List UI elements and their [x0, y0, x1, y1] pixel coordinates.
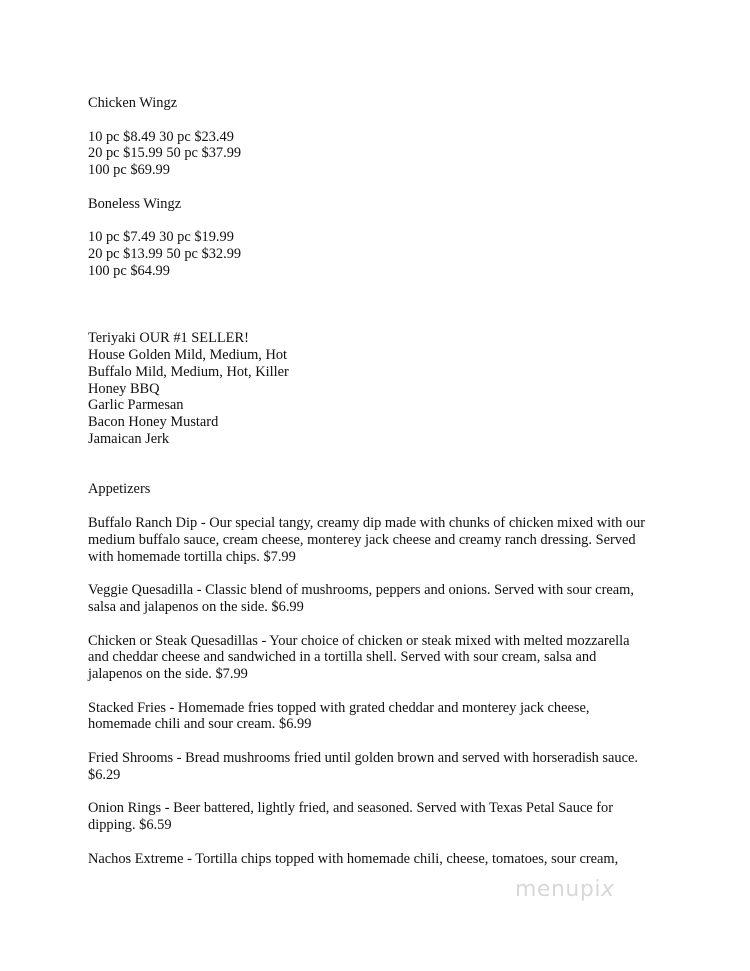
appetizer-item-nachos-extreme [88, 851, 688, 868]
menu-page [88, 95, 688, 868]
sauce-item: Garlic Parmesan [88, 397, 184, 414]
appetizer-line: Fried Shrooms - Bread mushrooms fried until golden brown and served with horseradish sauce. [88, 750, 638, 767]
watermark-x: x [600, 877, 615, 902]
boneless-wingz-price-line: 10 pc $7.49 30 pc $19.99 [88, 229, 234, 246]
boneless-wingz-price-line: 100 pc $64.99 [88, 262, 170, 279]
boneless-wingz-heading: Boneless Wingz [88, 195, 182, 212]
sauce-item: House Golden Mild, Medium, Hot [88, 346, 288, 363]
appetizer-line: Onion Rings - Beer battered, lightly fried, and seasoned. Served with Texas Petal Sauce for [88, 800, 614, 817]
sauce-item: Honey BBQ [88, 380, 160, 397]
appetizer-line: salsa and jalapenos on the side. $6.99 [88, 598, 304, 615]
chicken-wingz-heading: Chicken Wingz [88, 95, 178, 111]
appetizer-line: Stacked Fries - Homemade fries topped with grated cheddar and monterey jack cheese, [88, 699, 590, 716]
sauce-item: Teriyaki OUR #1 SELLER! [88, 330, 249, 347]
appetizer-item-onion-rings [88, 800, 688, 834]
menupix-watermark [515, 877, 614, 902]
chicken-wingz-price-line: 20 pc $15.99 50 pc $37.99 [88, 145, 242, 162]
appetizer-item-fried-shrooms [88, 750, 688, 784]
appetizers-heading: Appetizers [88, 481, 151, 498]
appetizer-line: medium buffalo sauce, cream cheese, monterey jack cheese and creamy ranch dressing. Served [88, 531, 636, 548]
appetizer-line: jalapenos on the side. $7.99 [88, 666, 248, 683]
appetizer-line: homemade chili and sour cream. $6.99 [88, 716, 312, 733]
appetizer-item-veggie-quesadilla [88, 582, 688, 616]
sauce-item: Jamaican Jerk [88, 430, 170, 447]
chicken-wingz-price-line: 10 pc $8.49 30 pc $23.49 [88, 128, 234, 145]
appetizer-line: Nachos Extreme - Tortilla chips topped with homemade chili, cheese, tomatoes, sour cream, [88, 850, 619, 867]
appetizer-line: with homemade tortilla chips. $7.99 [88, 548, 296, 565]
boneless-wingz-price-line: 20 pc $13.99 50 pc $32.99 [88, 246, 242, 263]
appetizer-line: $6.29 [88, 766, 121, 783]
watermark-text: menupi [515, 877, 601, 902]
appetizer-line: Chicken or Steak Quesadillas - Your choice of chicken or steak mixed with melted mozzarella [88, 632, 630, 649]
sauce-item: Buffalo Mild, Medium, Hot, Killer [88, 363, 289, 380]
appetizer-item-buffalo-ranch-dip [88, 515, 688, 565]
chicken-wingz-price-line: 100 pc $69.99 [88, 162, 170, 179]
appetizer-line: Buffalo Ranch Dip - Our special tangy, creamy dip made with chunks of chicken mixed with our [88, 514, 646, 531]
appetizer-line: and cheddar cheese and sandwiched in a tortilla shell. Served with sour cream, salsa and [88, 649, 597, 666]
appetizer-item-stacked-fries [88, 700, 688, 734]
appetizer-item-chicken-steak-quesadillas [88, 633, 688, 683]
appetizer-line: dipping. $6.59 [88, 817, 172, 834]
appetizer-line: Veggie Quesadilla - Classic blend of mushrooms, peppers and onions. Served with sour cream, [88, 582, 634, 599]
sauce-item: Bacon Honey Mustard [88, 414, 219, 431]
